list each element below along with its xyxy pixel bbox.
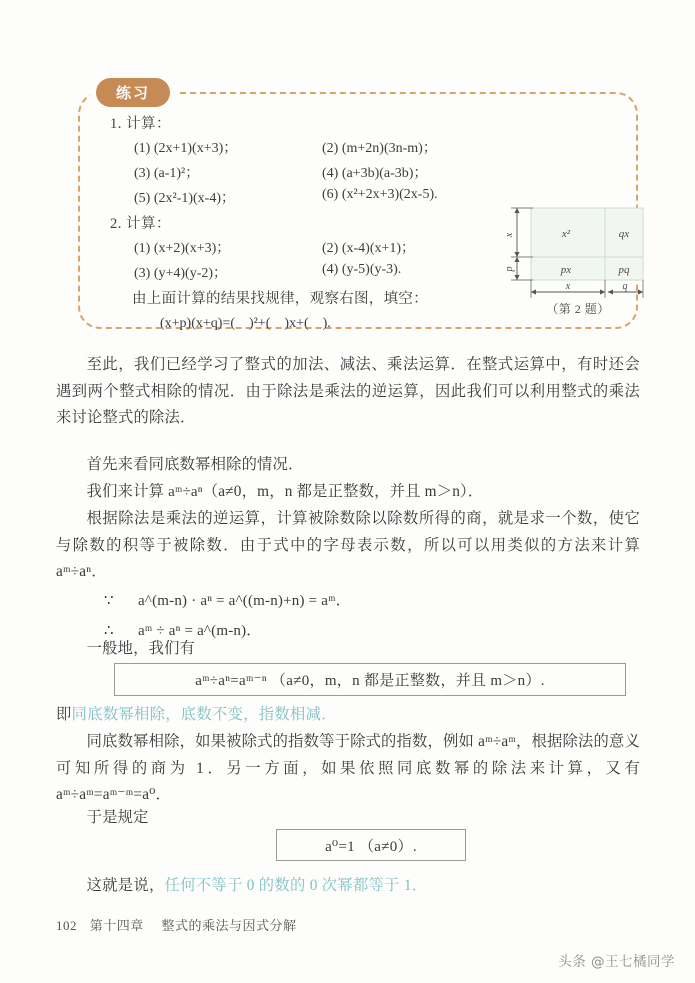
exercise-row xyxy=(134,187,524,207)
paragraph-zero-exponent-derivation: 同底数幂相除，如果被除式的指数等于除式的指数，例如 aᵐ÷aᵐ，根据除法的意义可知所得的商为 1．另一方面，如果依照同底数幂的除法来计算，又有 aᵐ÷aᵐ=aᵐ⁻ᵐ=a⁰． xyxy=(56,733,640,803)
formula-box-zero-exponent: a⁰=1 （a≠0）. xyxy=(276,829,466,861)
exercise-row xyxy=(134,137,524,157)
formula-box-quotient-rule: aᵐ÷aⁿ=aᵐ⁻ⁿ （a≠0，m，n 都是正整数，并且 m＞n）. xyxy=(114,663,626,696)
item-label: (4) xyxy=(322,262,339,277)
cell-label-qx: qx xyxy=(618,228,630,240)
dimension-label-left-x: x xyxy=(504,232,515,238)
item-label: (1) xyxy=(134,141,151,156)
paragraph-intro: 至此，我们已经学习了整式的加法、减法、乘法运算．在整式运算中，有时还会遇到两个整式相除的情况．由于除法是乘法的逆运算，因此我们可以利用整式的乘法来讨论整式的除法． xyxy=(56,356,640,426)
exercise-1-number: 1. xyxy=(110,116,122,132)
exercise-content xyxy=(104,112,524,334)
exercise-item xyxy=(134,262,322,282)
dimension-label-bottom-q: q xyxy=(622,281,628,292)
paragraph-generally: 一般地，我们有 xyxy=(86,640,196,657)
exercise-2-number: 2. xyxy=(110,216,122,232)
item-expr: (y-5)(y-3). xyxy=(341,262,402,277)
item-label: (2) xyxy=(322,141,339,156)
rule-highlight: 同底数幂相除，底数不变，指数相减． xyxy=(71,706,337,723)
exercise-row xyxy=(134,262,524,282)
cell-label-pq: pq xyxy=(618,264,630,276)
item-label: (3) xyxy=(134,266,151,281)
paragraph-same-base: 首先来看同底数幂相除的情况． xyxy=(86,456,304,473)
item-expr: (m+2n)(3n-m)； xyxy=(341,141,437,156)
item-label: (6) xyxy=(322,187,339,202)
cell-label-px: px xyxy=(560,264,572,276)
exercise-2-heading xyxy=(110,212,524,233)
because-icon: ∵ xyxy=(104,593,114,609)
item-expr: (2x+1)(x+3)； xyxy=(153,141,238,156)
paragraph-compute-statement xyxy=(56,479,640,506)
conclusion-highlight: 任何不等于 0 的数的 0 次幂都等于 1． xyxy=(164,877,428,894)
exercise-1-head-label: 计算： xyxy=(126,116,171,132)
watermark-text: 头条 @王七橘同学 xyxy=(558,954,675,970)
exercise-2-note: 由上面计算的结果找规律，观察右图，填空： xyxy=(132,291,428,307)
exercise-row xyxy=(134,162,524,182)
therefore-icon: ∴ xyxy=(104,623,114,639)
conclusion-prefix: 这就是说， xyxy=(86,877,165,894)
exercise-badge: 练习 xyxy=(96,78,170,107)
exercise-item xyxy=(322,137,510,157)
footer-chapter-title: 整式的乘法与因式分解 xyxy=(161,918,297,933)
item-expr: (x+2)(x+3)； xyxy=(153,241,231,256)
exercise-item xyxy=(134,237,322,257)
conclusion-line xyxy=(56,873,640,899)
exercise-row xyxy=(134,237,524,257)
paragraph-inverse-operation: 根据除法是乘法的逆运算，计算被除数除以除数所得的商，就是求一个数，使它与除数的积等于被除数．由于式中的字母表示数，所以可以用类似的方法来计算 aᵐ÷aⁿ． xyxy=(56,510,640,580)
item-label: (5) xyxy=(134,191,151,206)
exercise-item xyxy=(134,137,322,157)
compute-suffix: （a≠0，m，n 都是正整数，并且 m＞n）． xyxy=(202,483,484,500)
dimension-label-left-p: p xyxy=(504,266,515,272)
footer-page-number: 102 xyxy=(56,918,77,933)
exercise-group-1 xyxy=(104,112,524,207)
exercise-item xyxy=(322,187,510,207)
exercise-item xyxy=(322,262,510,282)
therefore-expression: aᵐ ÷ aⁿ = a^(m-n)． xyxy=(138,623,262,639)
item-expr: (x-4)(x+1)； xyxy=(341,241,416,256)
exercise-item xyxy=(134,187,322,207)
rule-statement-line xyxy=(56,702,337,728)
item-label: (1) xyxy=(134,241,151,256)
area-model-diagram xyxy=(503,202,653,320)
compute-prefix: 我们来计算 xyxy=(86,483,169,500)
footer-chapter-number: 第十四章 xyxy=(89,918,144,933)
exercise-item xyxy=(322,237,510,257)
diagram-caption: （第 2 题） xyxy=(546,302,610,316)
item-label: (4) xyxy=(322,166,339,181)
exercise-1-heading xyxy=(110,112,524,133)
item-expr: (2x²-1)(x-4)； xyxy=(153,191,235,206)
rule-prefix: 即 xyxy=(56,706,72,723)
item-expr: (a+3b)(a-3b)； xyxy=(341,166,428,181)
compute-math: aᵐ÷aⁿ xyxy=(168,484,203,500)
because-expression: a^(m-n) · aⁿ = a^((m-n)+n) = aᵐ． xyxy=(138,593,351,609)
cell-label-x-squared: x² xyxy=(561,228,571,240)
exercise-2-fill-blank: (x+p)(x+q)=( )²+( )x+( ). xyxy=(160,316,331,331)
item-label: (3) xyxy=(134,166,151,181)
exercise-2-head-label: 计算： xyxy=(126,216,171,232)
item-expr: (x²+2x+3)(2x-5). xyxy=(341,187,438,202)
exercise-group-2 xyxy=(104,212,524,332)
paragraph-thus-defined: 于是规定 xyxy=(86,809,149,826)
reasoning-row-because xyxy=(104,586,640,616)
item-expr: (y+4)(y-2)； xyxy=(153,266,228,281)
page-footer xyxy=(56,915,297,934)
dimension-label-bottom-x: x xyxy=(565,281,571,292)
exercise-item xyxy=(322,162,510,182)
item-expr: (a-1)²； xyxy=(153,166,200,181)
exercise-item xyxy=(134,162,322,182)
item-label: (2) xyxy=(322,241,339,256)
